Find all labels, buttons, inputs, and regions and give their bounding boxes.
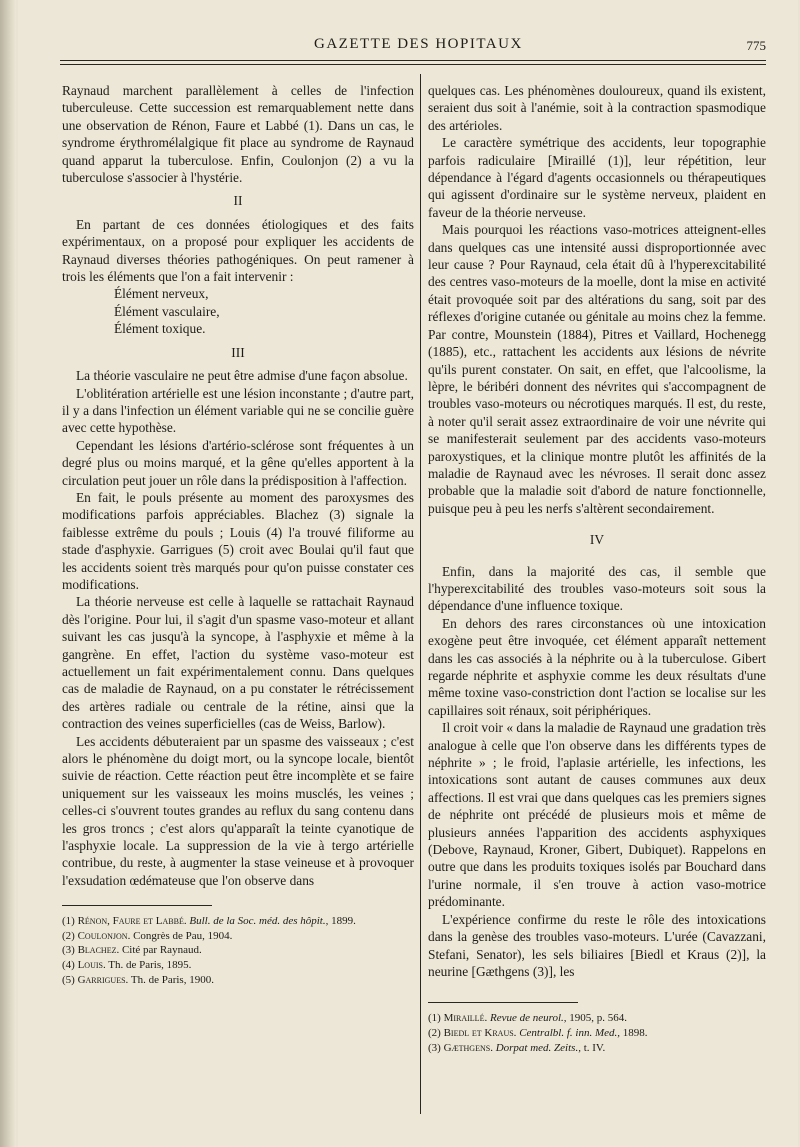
footnote-detail: Th. de Paris, 1895. <box>108 959 192 972</box>
paragraph: Cependant les lésions d'artério-sclérose sont fréquentes à un degré plus ou moins marqué, et la gêne qu'elles apportent à la circulation peut jouer un rôle dans la prédisposition à l'affection. <box>62 437 414 488</box>
section-number: II <box>233 193 243 209</box>
footnote-number: (3) <box>428 1041 441 1054</box>
page-number: 775 <box>746 38 766 53</box>
footnote <box>428 1026 766 1041</box>
footnote <box>62 929 414 944</box>
footnote-detail: 1899. <box>331 915 356 928</box>
footnote-author: Louis. <box>77 959 106 972</box>
left-column <box>62 82 414 987</box>
section-number: IV <box>589 532 605 548</box>
footnote <box>428 1011 766 1026</box>
footnote-author: Miraillé. <box>443 1012 488 1025</box>
footnote-source: Revue de neurol., <box>489 1012 567 1025</box>
footnote-author: Blachez. <box>77 944 120 957</box>
footnote-source: Centralbl. f. inn. Med., <box>519 1026 621 1039</box>
footnote-author: Gæthgens. <box>443 1041 493 1054</box>
list-item: Élément toxique. <box>114 321 206 337</box>
footnote-rule <box>62 905 212 906</box>
paragraph: L'expérience confirme du reste le rôle des intoxications dans la genèse des troubles vaso-moteurs. L'urée (Cavazzani, Stefani, Senator), les sels biliaires [Biedl et Kraus (2)], la neurine [Gæthgens (3)], les <box>428 911 766 979</box>
footnote-number: (5) <box>62 973 75 986</box>
footnote <box>62 958 414 973</box>
footnote <box>62 914 414 929</box>
paragraph: En dehors des rares circonstances où une intoxication exogène peut être invoquée, cet élément apparaît nettement dans les cas associés à la néphrite ou à la tuberculose. Gibert regarde néphrite et asphyxie comme les deux résultats d'une même toxine vaso-constriction dont l'action se localise sur les capillaires soit rénaux, soit périphériques. <box>428 615 766 718</box>
footnote-number: (1) <box>62 915 75 928</box>
right-column <box>428 82 766 1055</box>
paragraph: quelques cas. Les phénomènes douloureux, quand ils existent, seraient dus soit à l'anémie, soit à la contraction spasmodique des artérioles. <box>428 83 766 133</box>
footnote-detail: 1898. <box>622 1026 648 1039</box>
footnote-rule <box>428 1002 578 1003</box>
footnote-author: Rénon, Faure et Labbé. <box>77 915 187 928</box>
paragraph: Enfin, dans la majorité des cas, il semble que l'hyperexcitabilité des troubles vaso-moteurs soit sous la dépendance d'une influence toxique. <box>428 563 766 614</box>
footnotes-right <box>428 1011 766 1055</box>
paragraph: Le caractère symétrique des accidents, leur topographie parfois radiculaire [Miraillé (1)], leur répétition, leur dépendance à l'égard d'agents occasionnels ou thérapeutiques qui agissent d'ordinaire sur le système nerveux, plaident en faveur de la théorie nerveuse. <box>428 135 766 220</box>
footnote-author: Coulonjon. <box>77 929 131 942</box>
footnote-detail: Th. de Paris, 1900. <box>130 973 214 986</box>
footnote-number: (1) <box>428 1012 441 1025</box>
paragraph: En partant de ces données étiologiques et des faits expérimentaux, on a proposé pour expliquer les accidents de Raynaud diverses théories pathogéniques. On peut ramener à trois les éléments que l'on a fait intervenir : <box>62 216 414 285</box>
footnote-number: (3) <box>62 944 75 957</box>
header-rule-top <box>60 60 766 61</box>
section-number: III <box>231 344 245 360</box>
paragraph: En fait, le pouls présente au moment des paroxysmes des modifications parfois appréciables. Blachez (3) signale la faiblesse extrême du pouls ; Louis (4) l'a trouvé filiforme au stade d'asphyxie. Garrigues (5) croit avec Boulai qu'il faut que les accidents soient très marqués pour qu'on puisse constater ces modifications. <box>62 489 414 592</box>
paragraph: Raynaud marchent parallèlement à celles de l'infection tuberculeuse. Cette succession est remarquablement nette dans une observation de Rénon, Faure et Labbé (1). Dans un cas, le syndrome érythromélalgique fit place au syndrome de Raynaud quand apparut la tuberculose. Enfin, Coulonjon (2) a vu la tuberculose s'associer à l'hystérie. <box>62 83 414 186</box>
footnote-number: (2) <box>62 929 75 942</box>
footnote-detail: Cité par Raynaud. <box>121 944 202 957</box>
footnotes-left <box>62 914 414 987</box>
book-spine-shadow <box>0 0 16 1147</box>
list-item: Élément vasculaire, <box>114 303 220 319</box>
paragraph: L'oblitération artérielle est une lésion inconstante ; d'autre part, il y a dans l'infection un élément variable qui ne se concilie guère avec cette hypothèse. <box>62 385 414 436</box>
footnote-number: (2) <box>428 1026 441 1039</box>
footnote <box>428 1041 766 1056</box>
footnote <box>62 943 414 958</box>
header-rule-bottom <box>60 64 766 65</box>
footnote-author: Biedl et Kraus. <box>443 1026 517 1039</box>
footnote-number: (4) <box>62 959 75 972</box>
running-header <box>60 36 770 56</box>
paragraph: La théorie vasculaire ne peut être admise d'une façon absolue. <box>76 368 408 384</box>
column-separator <box>420 74 421 1114</box>
list-item: Élément nerveux, <box>114 286 209 302</box>
footnote-detail: t. IV. <box>583 1041 606 1054</box>
footnote-author: Garrigues. <box>77 973 129 986</box>
paragraph: Il croit voir « dans la maladie de Raynaud une gradation très analogue à celle que l'on observe dans les différents types de néphrite » ; le froid, l'aplasie artérielle, les infections, les intoxications sont autant de causes communes aux deux affections. Il est vrai que dans quelques cas les premiers signes de néphrite ont précédé de plusieurs mois et même de plusieurs années l'apparition des accidents asphyxiques (Debove, Raynaud, Kroner, Gibert, Dubiquet). Rappelons en outre que dans les produits toxiques isolés par Bouchard dans l'urine normale, il s'en trouve à action vaso-motrice prédominante. <box>428 720 766 910</box>
footnote-source: Dorpat med. Zeits., <box>495 1041 581 1054</box>
footnote <box>62 973 414 988</box>
paragraph: La théorie nerveuse est celle à laquelle se rattachait Raynaud dès l'origine. Pour lui, il s'agit d'un spasme vaso-moteur et allant suivant les cas jusqu'à la syncope, à l'asphyxie et même à la gangrène. En effet, l'action du système vaso-moteur est actuellement un fait expérimentalement connu. Dans quelques cas de maladie de Raynaud, on a pu constater le rétrécissement des artères radiale ou centrale de la rétine, ainsi que la contraction des veines superficielles (cas de Weiss, Barlow). <box>62 594 414 732</box>
journal-title: GAZETTE DES HOPITAUX <box>314 36 523 52</box>
footnote-detail: 1905, p. 564. <box>569 1012 628 1025</box>
paragraph: Les accidents débuteraient par un spasme des vaisseaux ; c'est alors le phénomène du doigt mort, ou la syncope locale, bientôt suivie de réaction. Cette réaction peut être incomplète et se faire uniquement sur les vaisseaux les moins musclés, les veines ; celles-ci s'ouvrent toutes grandes au reflux du sang contenu dans les gros troncs ; c'est alors qu'apparaît la teinte cyanotique de l'asphyxie locale. La suppression de la vie à tergo artérielle contribue, du reste, à augmenter la stase veineuse et à provoquer l'exsudation œdémateuse que l'on observe dans <box>62 733 414 888</box>
paragraph: Mais pourquoi les réactions vaso-motrices atteignent-elles dans quelques cas une intensité aussi disproportionnée avec leur cause ? Pour Raynaud, cela était dû à l'hyperexcitabilité des centres vaso-moteurs de la moelle, dont la mise en activité était provoquée soit par des altérations du sang, soit par des réflexes d'origine cutanée ou génitale au moins chez la femme. Par contre, Mounstein (1884), Pitres et Vaillard, Hochenegg (1885), etc., rattachent les accidents aux lésions de névrite qu'ils purent constater. On sait, en effet, que l'alcoolisme, la lèpre, le béribéri donnent des névrites qui s'accompagnent de troubles vaso-moteurs ou nécrotiques marqués. Il est, du reste, à noter qu'il serait assez extraordinaire de voir une névrite qui se manifesterait seulement par des accidents vaso-moteurs paroxystiques, et la clinique montre plutôt les affinités de la maladie de Raynaud avec les névroses. Il serait donc assez probable que la maladie soit d'abord de nature fonctionnelle, puisque peu à peu les nerfs s'altèrent secondairement. <box>428 222 766 516</box>
elements-list <box>114 285 414 337</box>
footnote-detail: Congrès de Pau, 1904. <box>133 929 233 942</box>
footnote-source: Bull. de la Soc. méd. des hôpit., <box>189 915 329 928</box>
